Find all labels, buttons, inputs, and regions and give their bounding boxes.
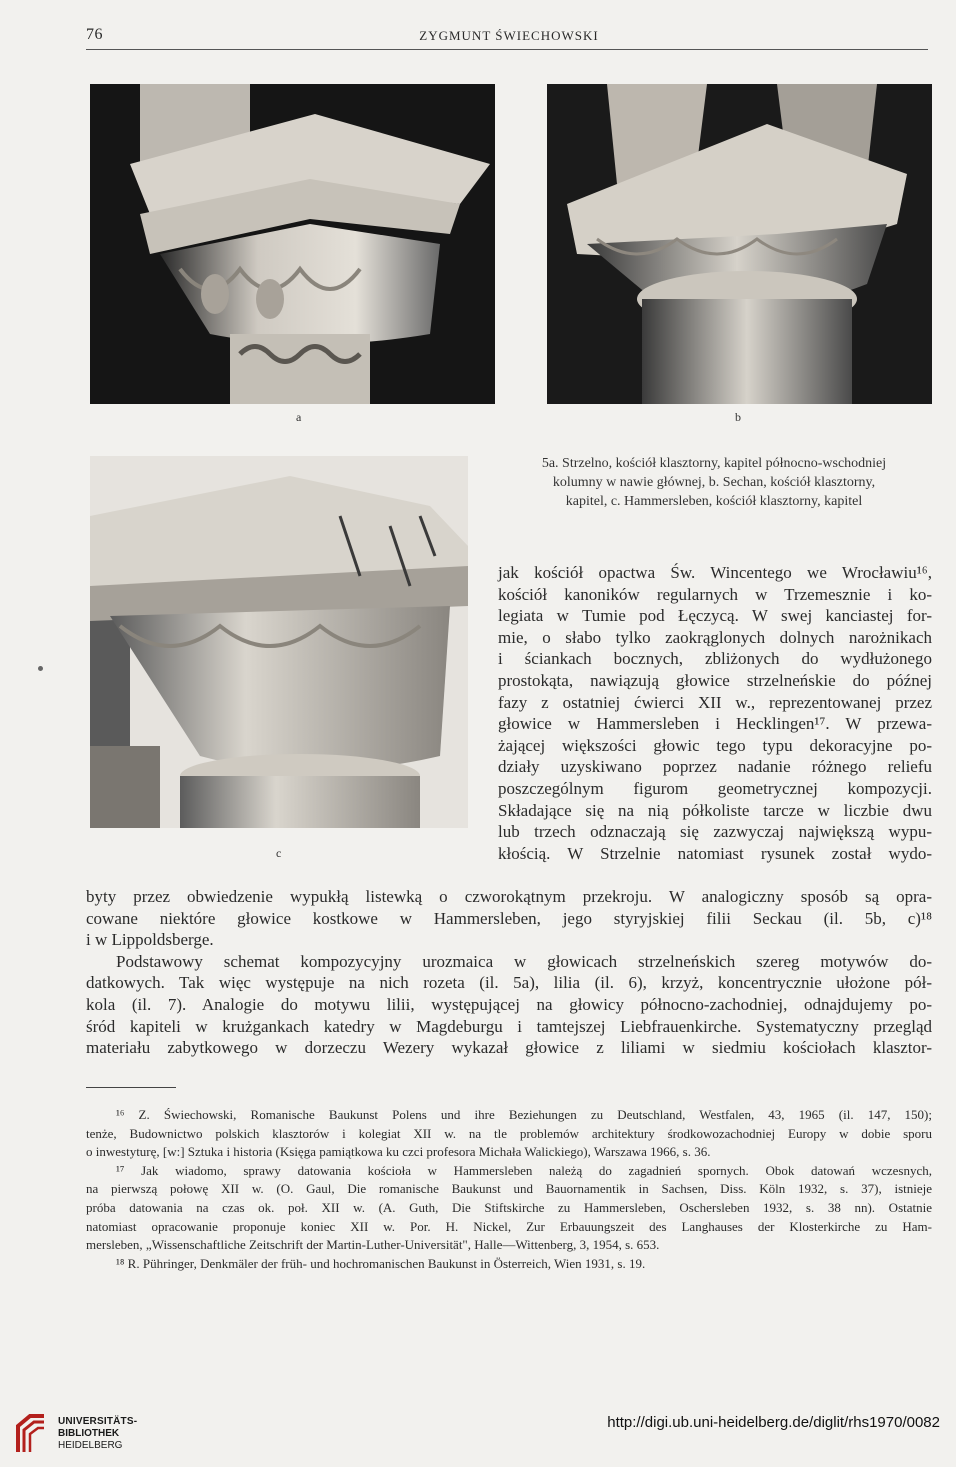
text-line: lub trzech odznaczają się zazwyczaj największą wypu- — [498, 822, 932, 842]
photo-capital-hammersleben — [90, 456, 468, 828]
text-line: żającej większości głowic tego typu dekoracyjne po- — [498, 735, 932, 755]
text-line: datkowych. Tak więc występuje na nich rozeta (il. 5a), lilia (il. 6), krzyż, koncentrycznie ułożone pół- — [86, 973, 932, 993]
header-rule — [86, 49, 928, 50]
footnote-line: na pierwszą połowę XII w. (O. Gaul, Die romanische Baukunst und Bauornamentik in Sachsen, Diss. Köln 1932, s. 37), istnieje — [86, 1181, 932, 1197]
text-line: i ściankach bocznych, zbliżonych do wydłużonego — [498, 649, 932, 669]
running-head-author: ZYGMUNT ŚWIECHOWSKI — [419, 28, 599, 43]
photo-c-image — [90, 456, 468, 828]
photo-a-image — [90, 84, 495, 404]
paragraph-start: Podstawowy schemat kompozycyjny urozmaica w głowicach strzelneńskich szereg motywów do- — [116, 951, 932, 971]
library-logo-icon — [14, 1412, 48, 1454]
photo-b-image — [547, 84, 932, 404]
text-line: kościół kanoników regularnych w Trzemesznie i ko- — [498, 584, 932, 604]
text-line: kłością. W Strzelnie natomiast rysunek został wydo- — [498, 843, 932, 863]
text-line: Składające się na nią półkoliste tarcze w liczbie dwu — [498, 800, 932, 820]
photo-capital-sechan — [547, 84, 932, 404]
footnote-line: mersleben, „Wissenschaftliche Zeitschrift der Martin-Luther-Universität", Halle—Wittenberg, 3, 1954, s. 653. — [86, 1237, 660, 1253]
text-line: legiata w Tumie pod Łęczycą. W swej kanciastej for- — [498, 606, 932, 626]
text-line: kola (il. 7). Analogie do motywu lilii, występującej na głowicy północno-zachodniej, odnajdujemy po- — [86, 994, 932, 1014]
footnote-line: natomiast opracowanie proponuje koniec XII w. Por. H. Nickel, Zur Erbauungszeit des Langhauses der Klosterkirche zu Ham- — [86, 1218, 932, 1234]
text-line: mie, o słabo tylko zaokrąglonych dolnych narożnikach — [498, 627, 932, 647]
text-line: głowice w Hammersleben i Hecklingen¹⁷. W przewa- — [498, 714, 932, 734]
margin-mark — [38, 666, 43, 671]
footnote-line: próba datowania na czas ok. poł. XII w. (A. Guth, Die Stiftskirche zu Hammersleben, Oschersleben 1932, s. 38 nn). Ostatnie — [86, 1199, 932, 1215]
text-line: byty przez obwiedzenie wypukłą listewką o czworokątnym przekroju. W analogiczny sposób są opra- — [86, 887, 932, 906]
page-number: 76 — [86, 26, 103, 43]
text-line: materiału zabytkowego w dorzeczu Wezery wykazał głowice z liliami w siedmiu kościołach klasztor- — [86, 1038, 932, 1058]
text-line: i w Lippoldsberge. — [86, 930, 214, 950]
footnote-line: o inwestyturę, [w:] Sztuka i historia (Księga pamiątkowa ku czci profesora Michała Walickiego), Warszawa 1966, s. 36. — [86, 1144, 711, 1160]
caption-line: kapitel, c. Hammersleben, kościół klasztorny, kapitel — [565, 494, 863, 509]
photo-c-label: c — [276, 846, 282, 860]
text-line: poszczególnym figurom geometrycznej kompozycji. — [498, 778, 932, 798]
text-line: śród kapiteli w krużgankach katedry w Magdeburgu i tamtejszej Liebfrauenkirche. Systematyczny przegląd — [86, 1016, 932, 1036]
photo-capital-strzelno — [90, 84, 495, 404]
text-line: jak kościół opactwa Św. Wincentego we Wrocławiu¹⁶, — [498, 563, 932, 582]
footnotes — [86, 1106, 932, 1273]
logo-text-line3: HEIDELBERG — [58, 1440, 123, 1451]
footnote-line: tenże, Budownictwo polskich klasztorów i kolegiat XII w. na tle problemów architektury środkowozachodniej Europy w dobie sporu — [86, 1125, 932, 1141]
text-line: cowane niektóre głowice kostkowe w Hammersleben, jego styryjskiej filii Seckau (il. 5b, c)¹⁸ — [86, 908, 932, 928]
footnote-17: ¹⁷ Jak wiadomo, sprawy datowania kościoła w Hammersleben należą do zagadnień spornych. Obok datowań wczesnych, — [116, 1162, 932, 1178]
text-line: fazy z ostatniej ćwierci XII w., reprezentowanej przez — [498, 692, 932, 712]
footnote-18: ¹⁸ R. Pühringer, Denkmäler der früh- und hochromanischen Baukunst in Österreich, Wien 1931, s. 19. — [116, 1255, 646, 1271]
figure-caption — [494, 454, 934, 511]
body-text-column — [498, 562, 932, 864]
body-text-full — [86, 886, 932, 1059]
photo-b-label: b — [735, 410, 741, 424]
footnote-rule — [86, 1087, 176, 1088]
library-logo[interactable] — [14, 1412, 144, 1456]
photo-a-label: a — [296, 410, 302, 424]
footnote-16: ¹⁶ Z. Świechowski, Romanische Baukunst Polens und ihre Beziehungen zu Deutschland, Westfalen, 43, 1965 (il. 147, 150); — [116, 1107, 932, 1122]
source-url-link[interactable]: http://digi.ub.uni-heidelberg.de/diglit/rhs1970/0082 — [607, 1414, 940, 1431]
running-header — [86, 26, 932, 48]
logo-text-line2: BIBLIOTHEK — [58, 1428, 120, 1439]
text-line: działy uzyskiwano poprzez nadanie różnego reliefu — [498, 757, 932, 777]
logo-text-line1: UNIVERSITÄTS- — [58, 1416, 138, 1427]
caption-line: kolumny w nawie głównej, b. Sechan, kościół klasztorny, — [552, 475, 876, 490]
text-line: prostokąta, nawiązują głowice strzelneńskie do późnej — [498, 670, 932, 690]
caption-line: 5a. Strzelno, kościół klasztorny, kapitel północno-wschodniej — [541, 456, 887, 471]
